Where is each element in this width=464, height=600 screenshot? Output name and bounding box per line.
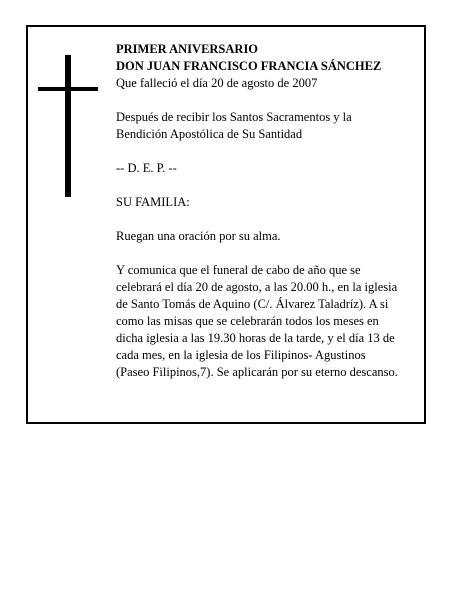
cross-horizontal-bar <box>38 87 98 91</box>
sacraments-paragraph <box>116 109 421 143</box>
family-line: SU FAMILIA: <box>116 195 190 209</box>
announcement-line: de Santo Tomás de Aquino (C/. Álvarez Taladríz). A si <box>116 297 389 311</box>
rip-line: -- D. E. P. -- <box>116 161 177 175</box>
sacraments-line: Bendición Apostólica de Su Santidad <box>116 127 303 141</box>
cross-icon <box>38 55 98 197</box>
notice-heading-name: DON JUAN FRANCISCO FRANCIA SÁNCHEZ <box>116 59 382 73</box>
prayer-line: Ruegan una oración por su alma. <box>116 229 281 243</box>
death-date-line: Que falleció el día 20 de agosto de 2007 <box>116 76 318 90</box>
announcement-line: como las misas que se celebrarán todos los meses en <box>116 314 379 328</box>
announcement-line: Y comunica que el funeral de cabo de año que se <box>116 263 361 277</box>
announcement-paragraph <box>116 262 421 381</box>
obituary-notice-frame <box>26 25 426 424</box>
announcement-line: dicha iglesia a las 19.30 horas de la tarde, y el día 13 de <box>116 331 395 345</box>
notice-text <box>116 41 421 381</box>
notice-heading-anniversary: PRIMER ANIVERSARIO <box>116 42 259 56</box>
cross-vertical-bar <box>65 55 71 197</box>
announcement-line: cada mes, en la iglesia de los Filipinos- Agustinos <box>116 348 366 362</box>
announcement-line: celebrará el día 20 de agosto, a las 20.00 h., en la iglesia <box>116 280 398 294</box>
announcement-line: (Paseo Filipinos,7). Se aplicarán por su eterno descanso. <box>116 365 398 379</box>
sacraments-line: Después de recibir los Santos Sacramentos y la <box>116 110 352 124</box>
